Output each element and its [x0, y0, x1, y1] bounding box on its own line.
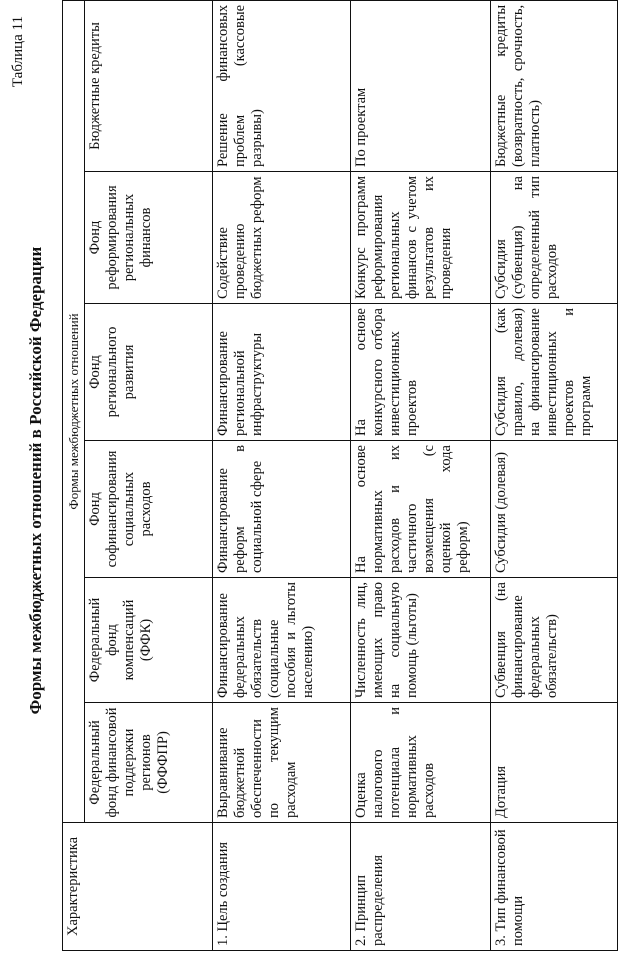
col-header-budget-credits: Бюджетные кредиты: [85, 0, 213, 171]
table-cell: Дотация: [491, 703, 618, 823]
table-cell: На основе нормативных расходов и их частичного возмещения (с оценкой хода реформ): [351, 441, 491, 578]
col-header-characteristic: Характеристика: [63, 823, 213, 951]
table-cell: Финансирование федеральных обязательств (социальные пособия и льготы населению): [213, 578, 351, 703]
table-caption: Таблица 11: [10, 16, 26, 88]
table-row: [491, 0, 618, 950]
table-cell: Субвенция (на финансирование федеральных обязательств): [491, 578, 618, 703]
table-cell: Субсидия (долевая): [491, 441, 618, 578]
table-cell: Конкурс программ реформирования региональных финансов с учетом результатов их проведения: [351, 172, 491, 304]
table-cell: Финансирование реформ в социальной сфере: [213, 441, 351, 578]
table-cell: Численность лиц, имеющих право на социальную помощь (льготы): [351, 578, 491, 703]
row-label: 2. Принцип распределения: [351, 823, 491, 951]
row-label: 3. Тип финансовой помощи: [491, 823, 618, 951]
col-header-fffpr: Федеральный фонд финансовой поддержки регионов (ФФФПР): [85, 703, 213, 823]
table-cell: Решение финансовых проблем (кассовые разрывы): [213, 0, 351, 171]
table-cell: Бюджетные кредиты (возвратность, срочность, платность): [491, 0, 618, 171]
table-row: [351, 0, 491, 950]
table-cell: Финансирование региональной инфраструктуры: [213, 304, 351, 441]
table-cell: Содействие проведению бюджетных реформ: [213, 172, 351, 304]
col-header-ffk: Федеральный фонд компенсаций (ФФК): [85, 578, 213, 703]
page-title: Формы межбюджетных отношений в Российской Федерации: [26, 246, 45, 715]
group-header: Формы межбюджетных отношений: [63, 0, 85, 822]
header-row-group: [63, 0, 85, 950]
col-header-reform-fund: Фонд реформирования региональных финансов: [85, 172, 213, 304]
table-row: [213, 0, 351, 950]
table-cell: По проектам: [351, 0, 491, 171]
table-cell: Оценка налогового потенциала и нормативных расходов: [351, 703, 491, 823]
col-header-social-fund: Фонд софинансирования социальных расходов: [85, 441, 213, 578]
table-cell: Выравнивание бюджетной обеспеченности по текущим расходам: [213, 703, 351, 823]
table-cell: На основе конкурсного отбора инвестиционных проектов: [351, 304, 491, 441]
table-cell: Субсидия (субвенция) на определенный тип расходов: [491, 172, 618, 304]
row-label: 1. Цель создания: [213, 823, 351, 951]
col-header-regional-fund: Фонд регионального развития: [85, 304, 213, 441]
header-row: [85, 0, 213, 950]
table-cell: Субсидия (как правило, долевая) на финансирование инвестиционных проектов и программ: [491, 304, 618, 441]
relations-table: [62, 0, 618, 951]
